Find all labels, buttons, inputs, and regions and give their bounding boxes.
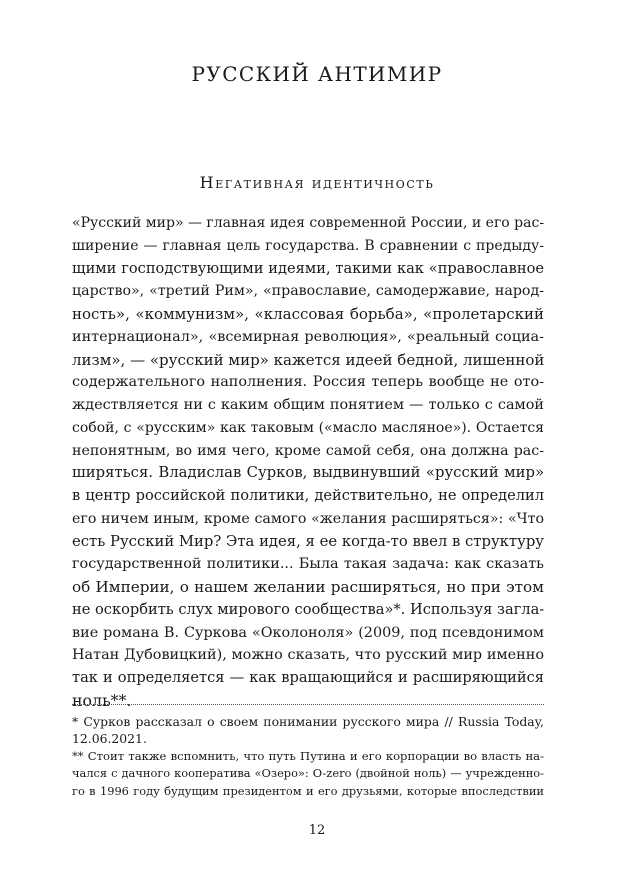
body-line: так и определяется — как вращающийся и расширяющийся	[72, 669, 544, 686]
body-text	[72, 212, 544, 713]
body-line: лизм», — «русский мир» кажется идеей бедной, лишенной	[72, 350, 545, 369]
body-line: царство», «третий Рим», «православие, самодержавие, народ-	[72, 283, 544, 300]
body-line: не оскорбить слух мирового сообщества»*. Используя загла-	[72, 600, 545, 618]
body-line: об Империи, о нашем желании расширяться, но при этом	[72, 578, 544, 596]
body-line: в центр российской политики, действительно, не определил	[72, 487, 544, 504]
body-line: «Русский мир» — главная идея современной России, и его рас-	[72, 215, 545, 231]
body-line: ширение — главная цель государства. В сравнении с предыду-	[72, 237, 544, 254]
footnote-line: ** Стоит также вспомнить, что путь Путина и его корпорации во власть на-	[72, 748, 544, 763]
body-line: его ничем иным, кроме самого «желания расширяться»: «Что	[72, 510, 544, 527]
body-line: собой, с «русским» как таковым («масло масляное»). Остается	[72, 419, 544, 436]
footnote-line: * Сурков рассказал о своем понимании русского мира // Russia Today,	[72, 714, 544, 729]
body-line: ноль**.	[72, 690, 132, 710]
body-line: непонятным, во имя чего, кроме самой себя, она должна рас-	[72, 442, 544, 459]
body-line: щими господствующими идеями, такими как «православное	[72, 259, 544, 277]
body-line: содержательного наполнения. Россия теперь вообще не ото-	[72, 374, 544, 391]
body-line: ширяться. Владислав Сурков, выдвинувший «русский мир»	[72, 464, 544, 482]
section-title: Негативная идентичность	[199, 173, 435, 192]
page-number: 12	[308, 823, 326, 838]
footnote-separator	[72, 704, 544, 705]
footnotes	[72, 713, 544, 800]
footnote-line: 12.06.2021.	[72, 731, 147, 747]
footnote-line: чался с дачного кооператива «Озеро»: O-zero (двойной ноль) — учрежденно-	[72, 766, 544, 781]
body-line: есть Русский Мир? Эта идея, я ее когда-то ввел в структуру	[72, 532, 544, 550]
chapter-title: РУССКИЙ АНТИМИР	[191, 62, 443, 86]
footnote-line: го в 1996 году будущим президентом и его друзьями, которые впоследствии	[72, 783, 544, 798]
body-line: Натан Дубовицкий), можно сказать, что русский мир именно	[72, 647, 544, 664]
body-line: вие романа В. Суркова «Околоноля» (2009, под псевдонимом	[72, 624, 544, 641]
body-line: интернационал», «всемирная революция», «реальный социа-	[72, 328, 544, 345]
body-line: ждествляется ни с каким общим понятием — только с самой	[72, 397, 544, 413]
body-line: ность», «коммунизм», «классовая борьба», «пролетарский	[72, 305, 544, 323]
body-line: государственной политики... Была такая задача: как сказать	[72, 556, 544, 573]
